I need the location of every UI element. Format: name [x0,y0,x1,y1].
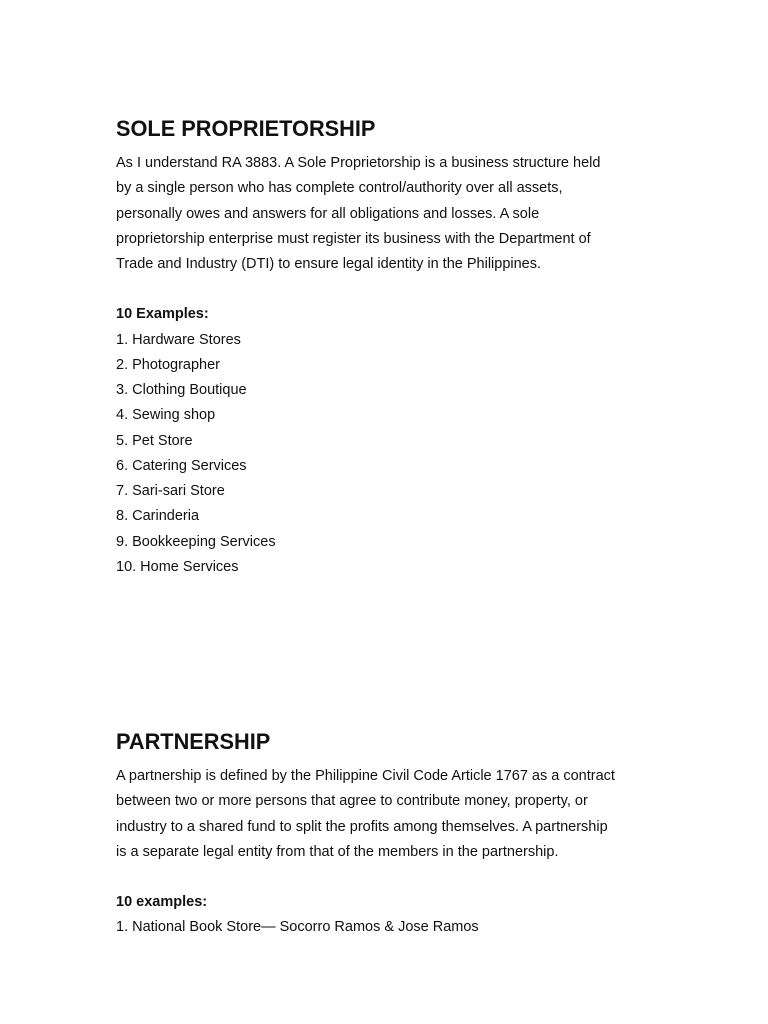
list-item: 4. Sewing shop [116,407,216,424]
examples-list [116,328,676,581]
partnership-section [116,729,676,941]
paragraph-line: is a separate legal entity from that of the members in the partnership. [116,843,559,860]
list-item: 1. National Book Store— Socorro Ramos & Jose Ramos [116,919,479,936]
paragraph-line: personally owes and answers for all obligations and losses. A sole [116,205,540,222]
paragraph-line: between two or more persons that agree to contribute money, property, or [116,793,588,810]
list-item: 7. Sari-sari Store [116,483,225,499]
examples-label: 10 Examples: [116,306,209,323]
list-item: 9. Bookkeeping Services [116,533,276,550]
list-item: 8. Carinderia [116,508,200,525]
paragraph-line: As I understand RA 3883. A Sole Proprietorship is a business structure held [116,155,601,171]
paragraph-line: A partnership is defined by the Philippine Civil Code Article 1767 as a contract [116,768,615,784]
examples-list [116,915,676,940]
paragraph-line: by a single person who has complete control/authority over all assets, [116,180,563,197]
paragraph-line: industry to a shared fund to split the profits among themselves. A partnership [116,818,608,835]
list-item: 5. Pet Store [116,432,193,449]
examples-label: 10 examples: [116,894,208,910]
list-item: 3. Clothing Boutique [116,382,247,398]
sole-proprietorship-section [116,116,676,580]
paragraph-line: Trade and Industry (DTI) to ensure legal identity in the Philippines. [116,256,542,272]
paragraph-line: proprietorship enterprise must register its business with the Department of [116,230,591,247]
list-item: 6. Catering Services [116,457,247,474]
section-heading: SOLE PROPRIETORSHIP [116,116,376,141]
list-item: 2. Photographer [116,356,220,373]
list-item: 10. Home Services [116,558,239,575]
list-item: 1. Hardware Stores [116,331,241,348]
section-heading: PARTNERSHIP [116,729,271,754]
